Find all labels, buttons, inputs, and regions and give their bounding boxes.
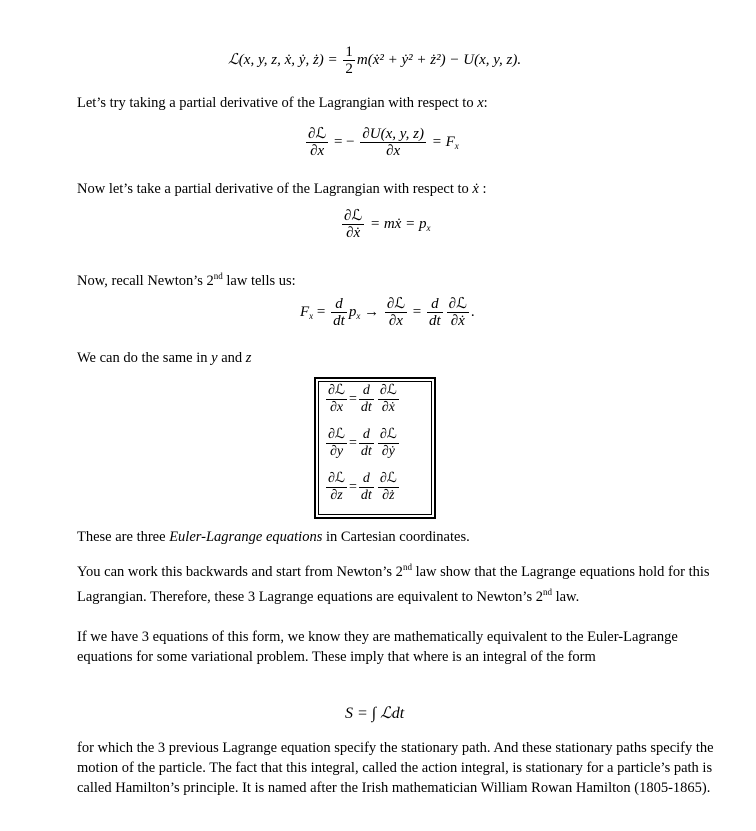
- paragraph-partial-xdot: Now let’s take a partial derivative of the Lagrangian with respect to ẋ :: [77, 181, 487, 197]
- paragraph-variational: If we have 3 equations of this form, we know they are mathematically equivalent to the Euler-Lagrange equations for some variational problem. These imply that where is an integral of the form: [77, 629, 678, 665]
- euler-lagrange-x: $\frac{\text{∂ℒ}}{\partial x}$ = $\frac{d}{dt}$ $\frac{\text{∂ℒ}}{\text{∂ẋ}}$: [328, 383, 397, 415]
- lagrangian-rhs: m(ẋ² + ẏ² + ż²) − U(x, y, z).: [356, 51, 522, 68]
- paragraph-backwards: You can work this backwards and start from Newton’s 2nd law show that the Lagrange equations hold for this Lagrangian. Therefore, these 3 Lagrange equations are equivalent to Newton’s 2nd law.: [77, 562, 710, 605]
- paragraph-hamilton: for which the 3 previous Lagrange equation specify the stationary path. And these stationary paths specify the motion of the particle. The fact that this integral, called the action integral, is stationary for a particle’s path is called Hamilton’s principle. It is named after the Irish mathematician William Rowan Hamilton (1805-1865).: [77, 740, 714, 796]
- paragraph-same-yz: We can do the same in y and z: [77, 350, 252, 366]
- euler-lagrange-y: $\frac{\text{∂ℒ}}{\partial y}$ = $\frac{d}{dt}$ $\frac{\text{∂ℒ}}{\text{∂ẏ}}$: [328, 427, 397, 459]
- euler-lagrange-z: $\frac{\text{∂ℒ}}{\partial z}$ = $\frac{d}{dt}$ $\frac{\text{∂ℒ}}{\partial ż}$: [328, 471, 397, 503]
- newton-equation: $F_x$ = $\frac{d}{dt}$ $p_x$ → $\frac{\text{∂ℒ}}{\partial x}$ = $\frac{d}{dt}$ $\frac{\text{∂ℒ}}{\text{∂ẋ}}$ .: [300, 296, 475, 329]
- paragraph-newton: Now, recall Newton’s 2nd law tells us:: [77, 271, 296, 289]
- paragraph-partial-x: Let’s try taking a partial derivative of the Lagrangian with respect to x:: [77, 95, 488, 111]
- partial-xdot-equation: $\frac{\text{∂ℒ}}{\text{∂ẋ}}$ = mẋ = $p_x$: [344, 208, 431, 241]
- lagrangian-lhs: ℒ(x, y, z, ẋ, ẏ, ż) =: [228, 51, 338, 68]
- implies-arrow: →: [364, 303, 380, 320]
- euler-lagrange-box: [314, 377, 436, 519]
- partial-x-equation: $\frac{\text{∂ℒ}}{\partial x}$ = − $\frac{\partial U(x, y, z)}{\partial x}$ = $F_x$: [308, 126, 459, 159]
- action-integral: S = ∫ ℒdt: [345, 705, 405, 722]
- paragraph-euler-lagrange: These are three Euler-Lagrange equations in Cartesian coordinates.: [77, 529, 470, 545]
- one-half-fraction: $\frac{1}{2}$: [345, 44, 353, 77]
- lagrangian-equation: [228, 44, 521, 77]
